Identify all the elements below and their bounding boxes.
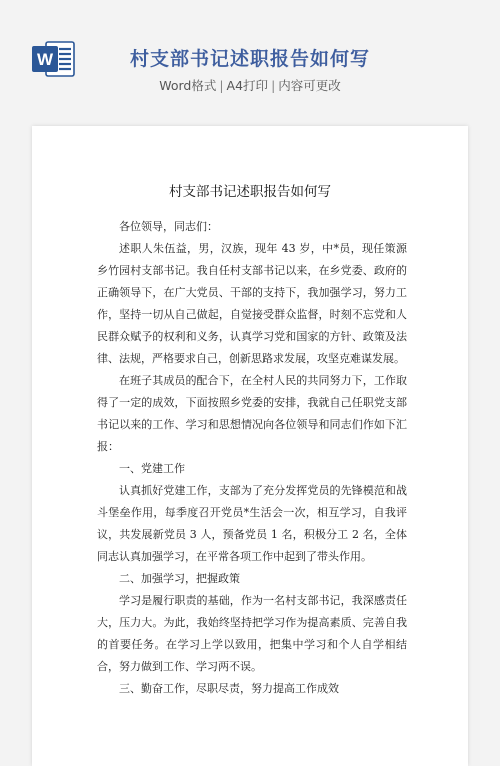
editable-label: 内容可更改 <box>278 78 341 93</box>
section-heading: 二、加强学习，把握政策 <box>119 572 240 585</box>
format-label: Word格式 <box>159 78 217 93</box>
section-heading: 一、党建工作 <box>119 462 185 475</box>
page-subtitle <box>0 76 500 94</box>
salutation: 各位领导，同志们： <box>119 220 218 233</box>
page-header <box>0 0 500 110</box>
document-page <box>32 126 468 766</box>
paragraph: 学习是履行职责的基础，作为一名村支部书记，我深感责任大，压力大。为此，我始终坚持把学习作为提高素质、完善自我的首要任务。在学习上学以致用，把集中学习和个人自学相结合，努力做到工作、学习两不误。 <box>97 594 407 673</box>
paragraph: 述职人朱伍益，男，汉族，现年 43 岁，中*员，现任策源乡竹园村支部书记。我自任村支部书记以来，在乡党委、政府的正确领导下，在广大党员、干部的支持下，我加强学习，努力工作，坚持一切从自己做起，自觉接受群众监督，时刻不忘党和人民群众赋予的权利和义务，认真学习党和国家的方针、政策及法律、法规，严格要求自己，创新思路求发展，攻坚克难谋发展。 <box>97 242 407 365</box>
section-heading: 三、勤奋工作，尽职尽责，努力提高工作成效 <box>119 682 339 695</box>
paragraph: 认真抓好党建工作，支部为了充分发挥党员的先锋模范和战斗堡垒作用，每季度召开党员*生活会一次，相互学习，自我评议，共发展新党员 3 人，预备党员 1 名，积极分工 2 名，全体同志认真加强学习，在平常各项工作中起到了带头作用。 <box>97 484 407 563</box>
document-title: 村支部书记述职报告如何写 <box>169 184 331 200</box>
word-icon-letter: W <box>36 50 54 69</box>
separator: | <box>271 78 276 93</box>
print-label: A4打印 <box>226 78 269 93</box>
page-title: 村支部书记述职报告如何写 <box>129 48 370 70</box>
paragraph: 在班子其成员的配合下，在全村人民的共同努力下，工作取得了一定的成效，下面按照乡党委的安排，我就自己任职党支部书记以来的工作、学习和思想情况向各位领导和同志们作如下汇报： <box>97 374 407 453</box>
document-body <box>97 216 407 700</box>
separator: | <box>219 78 224 93</box>
